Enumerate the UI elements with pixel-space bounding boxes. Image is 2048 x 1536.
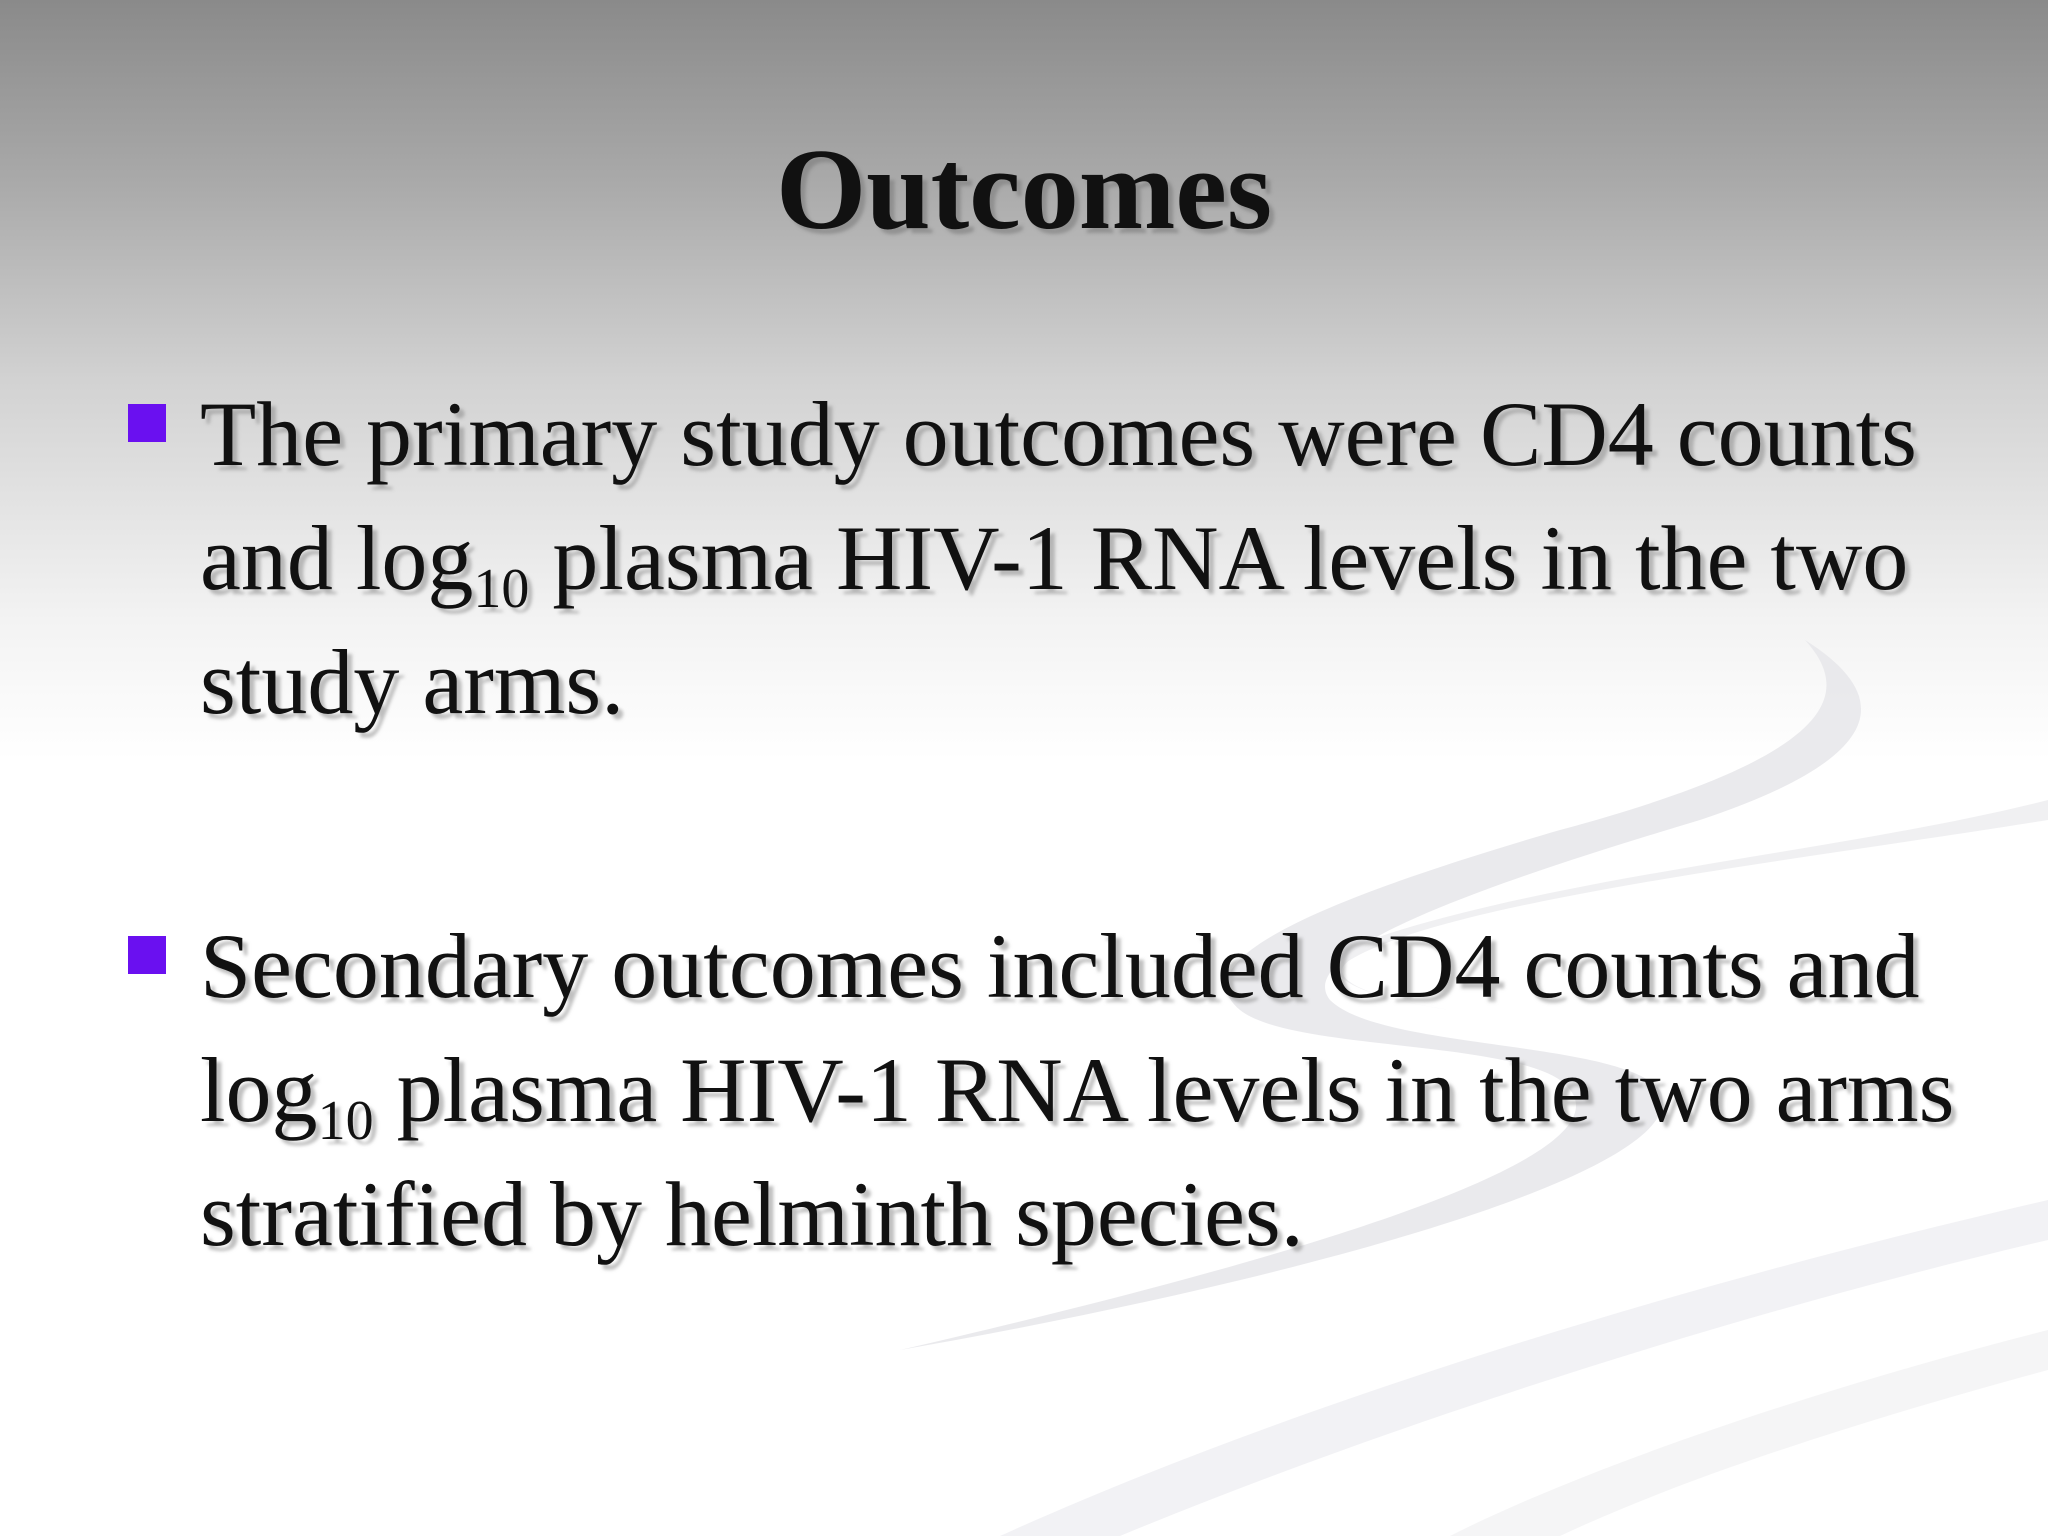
- bullet-text-part: The primary study outcomes were CD4 counts and log: [200, 383, 1917, 609]
- subscript-ten: 10: [473, 558, 530, 620]
- bullet-text-part: plasma HIV-1 RNA levels in the two study arms.: [200, 507, 1909, 733]
- bullet-marker: [128, 404, 136, 412]
- square-bullet-icon: [128, 936, 166, 974]
- square-bullet-icon: [128, 404, 166, 442]
- slide-title: Outcomes: [775, 126, 1273, 254]
- bullet-text-part: Secondary outcomes included CD4 counts and log: [200, 915, 1920, 1141]
- subscript-ten: 10: [317, 1090, 374, 1152]
- bullet-text-primary-outcomes: [200, 372, 1980, 744]
- bullet-text-part: plasma HIV-1 RNA levels in the two arms stratified by helminth species.: [200, 1039, 1955, 1265]
- bullet-text-secondary-outcomes: [200, 904, 1980, 1276]
- bullet-marker: [128, 936, 136, 944]
